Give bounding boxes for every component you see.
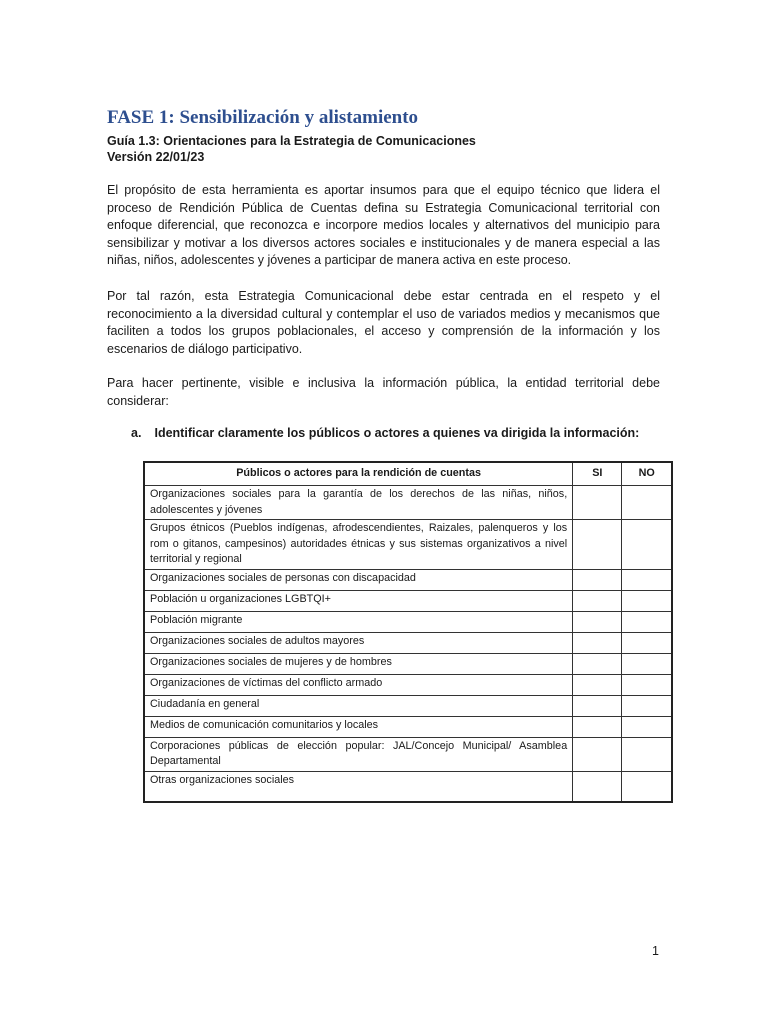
table-row bbox=[144, 520, 672, 570]
row-label: Organizaciones sociales de personas con discapacidad bbox=[144, 569, 573, 590]
row-label: Corporaciones públicas de elección popular: JAL/Concejo Municipal/ Asamblea Departamental bbox=[144, 737, 573, 771]
yes-cell[interactable] bbox=[573, 569, 622, 590]
no-cell[interactable] bbox=[622, 486, 672, 520]
table-row bbox=[144, 653, 672, 674]
table-header-row bbox=[144, 462, 672, 486]
row-label: Organizaciones de víctimas del conflicto armado bbox=[144, 674, 573, 695]
yes-cell[interactable] bbox=[573, 695, 622, 716]
no-cell[interactable] bbox=[622, 716, 672, 737]
table-row bbox=[144, 695, 672, 716]
table-row bbox=[144, 737, 672, 771]
page-number: 1 bbox=[652, 944, 659, 958]
yes-cell[interactable] bbox=[573, 611, 622, 632]
yes-cell[interactable] bbox=[573, 716, 622, 737]
table-row bbox=[144, 611, 672, 632]
no-cell[interactable] bbox=[622, 771, 672, 802]
table-row bbox=[144, 569, 672, 590]
list-marker: a. bbox=[131, 426, 142, 440]
paragraph-reason: Por tal razón, esta Estrategia Comunicacional debe estar centrada en el respeto y el reconocimiento a la diversidad cultural y contemplar el uso de variados medios y mecanismos que faciliten a todos los grupos poblacionales, el acceso y comprensión de la información y los escenarios de diálogo participativo. bbox=[107, 289, 660, 356]
yes-cell[interactable] bbox=[573, 653, 622, 674]
yes-cell[interactable] bbox=[573, 520, 622, 570]
no-cell[interactable] bbox=[622, 611, 672, 632]
no-cell[interactable] bbox=[622, 737, 672, 771]
row-label: Ciudadanía en general bbox=[144, 695, 573, 716]
header-yes: SI bbox=[573, 462, 622, 486]
row-label: Población u organizaciones LGBTQI+ bbox=[144, 590, 573, 611]
no-cell[interactable] bbox=[622, 674, 672, 695]
table-row bbox=[144, 486, 672, 520]
row-label: Población migrante bbox=[144, 611, 573, 632]
no-cell[interactable] bbox=[622, 520, 672, 570]
audiences-table bbox=[143, 461, 673, 803]
row-label: Organizaciones sociales de adultos mayores bbox=[144, 632, 573, 653]
guide-subtitle bbox=[107, 133, 476, 165]
table-row bbox=[144, 590, 672, 611]
table-row bbox=[144, 674, 672, 695]
header-no: NO bbox=[622, 462, 672, 486]
list-item-a bbox=[131, 426, 639, 440]
no-cell[interactable] bbox=[622, 653, 672, 674]
table-row bbox=[144, 771, 672, 802]
yes-cell[interactable] bbox=[573, 590, 622, 611]
row-label: Otras organizaciones sociales bbox=[144, 771, 573, 802]
no-cell[interactable] bbox=[622, 569, 672, 590]
row-label: Organizaciones sociales de mujeres y de hombres bbox=[144, 653, 573, 674]
no-cell[interactable] bbox=[622, 632, 672, 653]
yes-cell[interactable] bbox=[573, 632, 622, 653]
list-item-text: Identificar claramente los públicos o actores a quienes va dirigida la información: bbox=[154, 426, 640, 440]
yes-cell[interactable] bbox=[573, 737, 622, 771]
table-row bbox=[144, 632, 672, 653]
yes-cell[interactable] bbox=[573, 674, 622, 695]
version-label: Versión 22/01/23 bbox=[107, 150, 205, 164]
row-label: Organizaciones sociales para la garantía de los derechos de las niñas, niños, adolescentes y jóvenes bbox=[144, 486, 573, 520]
row-label: Grupos étnicos (Pueblos indígenas, afrodescendientes, Raizales, palenqueros y los rom o gitanos, campesinos) autoridades étnicas y sus sistemas organizativos a nivel territorial y regional bbox=[144, 520, 573, 570]
no-cell[interactable] bbox=[622, 590, 672, 611]
table-row bbox=[144, 716, 672, 737]
yes-cell[interactable] bbox=[573, 771, 622, 802]
guide-name: Guía 1.3: Orientaciones para la Estrategia de Comunicaciones bbox=[107, 134, 476, 148]
header-actors: Públicos o actores para la rendición de cuentas bbox=[144, 462, 573, 486]
paragraph-consider: Para hacer pertinente, visible e inclusiva la información pública, la entidad territorial debe considerar: bbox=[107, 376, 660, 408]
paragraph-purpose: El propósito de esta herramienta es aportar insumos para que el equipo técnico que lidera el proceso de Rendición Pública de Cuentas defina su Estrategia Comunicacional territorial con enfoque diferencial, que reconozca e incorpore medios locales y alternativos del municipio para sensibilizar y motivar a los diversos actores sociales e institucionales y de manera especial a las niñas, niños, adolescentes y jóvenes a participar de manera activa en este proceso. bbox=[107, 183, 660, 267]
yes-cell[interactable] bbox=[573, 486, 622, 520]
no-cell[interactable] bbox=[622, 695, 672, 716]
row-label: Medios de comunicación comunitarios y locales bbox=[144, 716, 573, 737]
phase-title: FASE 1: Sensibilización y alistamiento bbox=[107, 107, 419, 128]
